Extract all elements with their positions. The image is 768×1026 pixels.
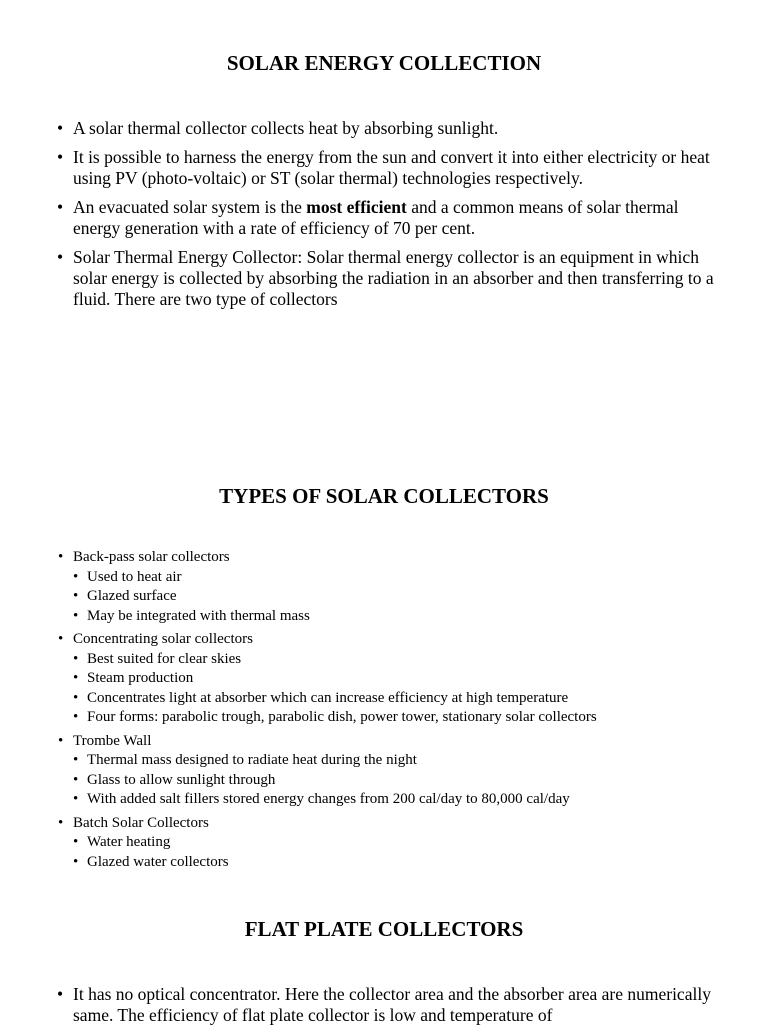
- bold-emphasis: most efficient: [306, 197, 407, 217]
- solar-energy-collection-list: [57, 118, 717, 310]
- collector-feature-list: [58, 650, 738, 728]
- collector-feature-item: • Glazed water collectors: [58, 853, 738, 873]
- collector-feature-item: • Four forms: parabolic trough, parabolic dish, power tower, stationary solar collectors: [58, 708, 738, 728]
- collector-feature-list: [58, 751, 738, 810]
- list-item: • It is possible to harness the energy from the sun and convert it into either electricity or heat using PV (photo-voltaic) or ST (solar thermal) technologies respectively.: [57, 147, 717, 189]
- solar-collector-types-list: [58, 548, 738, 872]
- collector-type-label: Concentrating solar collectors: [73, 631, 253, 647]
- collector-type-label: Back-pass solar collectors: [73, 549, 230, 565]
- collector-feature-item: • Glass to allow sunlight through: [58, 771, 738, 791]
- list-item-text: and a common means of solar thermal energy generation with a rate of efficiency of 70 per cent.: [73, 197, 679, 238]
- collector-type-label: Trombe Wall: [73, 732, 152, 749]
- collector-feature-list: [58, 833, 738, 872]
- collector-type-item: [58, 548, 738, 626]
- collector-feature-item: • Concentrates light at absorber which can increase efficiency at high temperature: [58, 689, 738, 709]
- list-item: • A solar thermal collector collects heat by absorbing sunlight.: [57, 118, 717, 139]
- section-title-types-of-solar-collectors: TYPES OF SOLAR COLLECTORS: [219, 484, 549, 508]
- section-title-flat-plate-collectors: FLAT PLATE COLLECTORS: [244, 917, 524, 941]
- section-title-solar-energy-collection: SOLAR ENERGY COLLECTION: [226, 51, 542, 75]
- collector-feature-item: • Best suited for clear skies: [58, 650, 738, 670]
- collector-type-item: [58, 732, 738, 810]
- collector-type-label: Batch Solar Collectors: [73, 814, 209, 831]
- collector-feature-item: • With added salt fillers stored energy changes from 200 cal/day to 80,000 cal/day: [58, 790, 738, 810]
- collector-feature-item: • Used to heat air: [58, 568, 738, 588]
- collector-type-item: [58, 630, 738, 728]
- list-item: • Solar Thermal Energy Collector: Solar thermal energy collector is an equipment in which solar energy is collected by absorbing the radiation in an absorber and then transferring to a fluid. There are two type of collectors: [57, 247, 717, 310]
- collector-feature-item: • May be integrated with thermal mass: [58, 607, 738, 627]
- flat-plate-collectors-list: [57, 984, 717, 1026]
- collector-feature-list: [58, 568, 738, 627]
- collector-feature-item: • Thermal mass designed to radiate heat during the night: [58, 751, 738, 771]
- collector-type-item: [58, 814, 738, 873]
- list-item-text: An evacuated solar system is the: [73, 197, 307, 217]
- collector-feature-item: • Glazed surface: [58, 587, 738, 607]
- list-item: [57, 197, 717, 239]
- collector-feature-item: • Water heating: [58, 833, 738, 853]
- collector-feature-item: • Steam production: [58, 669, 738, 689]
- list-item: • It has no optical concentrator. Here the collector area and the absorber area are numerically same. The efficiency of flat plate collector is low and temperature of: [57, 984, 717, 1026]
